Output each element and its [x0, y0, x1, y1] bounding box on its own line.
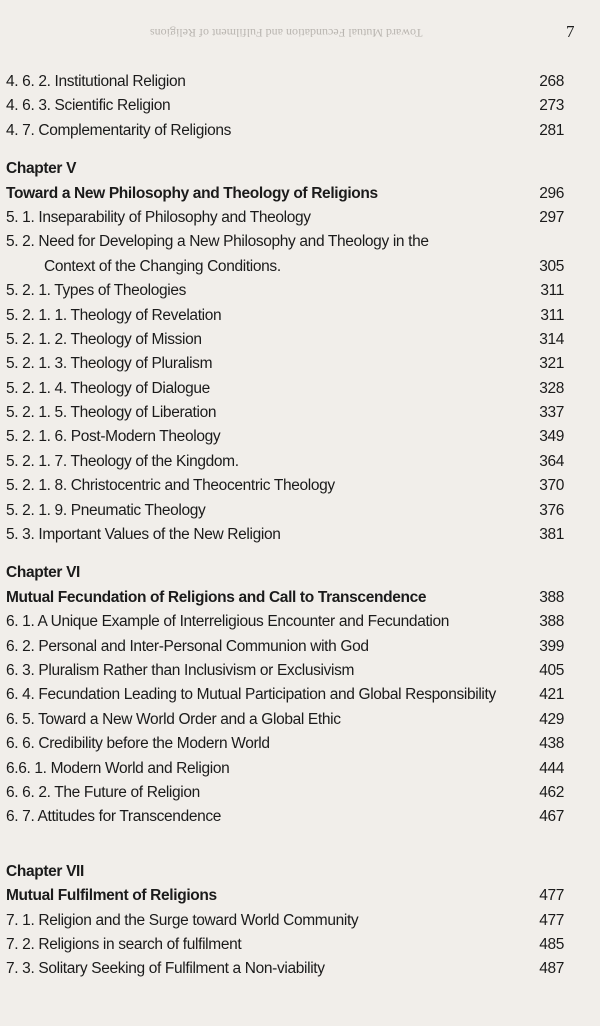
toc-entry-title: 6. 5. Toward a New World Order and a Global Ethic: [6, 710, 341, 728]
running-head: Toward Mutual Fecundation and Fulfilment of Religions: [150, 26, 423, 40]
toc-entry-title: 5. 1. Inseparability of Philosophy and Theology: [6, 208, 311, 226]
toc-entry-page: 311: [540, 282, 564, 300]
toc-entry-title: 5. 2. 1. 4. Theology of Dialogue: [6, 379, 210, 397]
toc-entry-page: 467: [539, 808, 564, 826]
toc-entry-title: 6. 2. Personal and Inter-Personal Communion with God: [6, 637, 369, 655]
toc-entry: [6, 805, 564, 829]
toc-entry: [6, 450, 564, 474]
toc-entry: [6, 230, 564, 254]
toc-entry-title: 7. 1. Religion and the Surge toward World Community: [6, 911, 359, 929]
toc-entry-title: 7. 3. Solitary Seeking of Fulfilment a Non-viability: [6, 960, 325, 978]
toc-entry-title: Chapter VII: [6, 862, 84, 880]
toc-entry: [6, 474, 564, 498]
toc-entry-title: 5. 2. 1. 5. Theology of Liberation: [6, 404, 217, 422]
toc-entry-title: 6. 7. Attitudes for Transcendence: [6, 808, 222, 826]
toc-entry-title: 5. 2. 1. 9. Pneumatic Theology: [6, 501, 206, 519]
toc-entry: [6, 659, 564, 683]
toc-entry-page: 281: [539, 121, 564, 139]
toc-entry: [6, 732, 564, 756]
toc-entry-title: Mutual Fulfilment of Religions: [6, 887, 217, 905]
toc-entry: [6, 328, 564, 352]
toc-entry-title: 6. 6. Credibility before the Modern World: [6, 735, 270, 753]
toc-entry-page: 462: [539, 783, 564, 801]
section-gap: [6, 143, 564, 157]
toc-entry-title: 6. 3. Pluralism Rather than Inclusivism or Exclusivism: [6, 661, 355, 679]
toc-heading: [6, 884, 564, 908]
toc-entry-title: 6.6. 1. Modern World and Religion: [6, 759, 230, 777]
toc-entry: [6, 304, 564, 328]
toc-heading: [6, 860, 564, 884]
toc-entry-page: 376: [539, 501, 564, 519]
toc-entry-title: 5. 2. 1. 6. Post-Modern Theology: [6, 428, 221, 446]
toc-entry-page: 296: [539, 184, 564, 202]
section-gap: [6, 830, 564, 860]
toc-entry: [6, 757, 564, 781]
toc-entry-title: Mutual Fecundation of Religions and Call to Transcendence: [6, 588, 427, 606]
table-of-contents: [6, 70, 564, 982]
toc-entry-page: 444: [539, 759, 564, 777]
toc-entry-title: 5. 2. 1. Types of Theologies: [6, 282, 187, 300]
toc-entry-page: 477: [539, 887, 564, 905]
toc-entry-title: 5. 2. Need for Developing a New Philosophy and Theology in the: [6, 233, 429, 251]
toc-entry: [6, 708, 564, 732]
toc-entry-page: 305: [539, 257, 564, 275]
toc-entry-title: 7. 2. Religions in search of fulfilment: [6, 935, 242, 953]
page-number: 7: [566, 22, 575, 41]
toc-heading: [6, 157, 564, 181]
toc-entry-title: 5. 2. 1. 2. Theology of Mission: [6, 330, 202, 348]
toc-entry: [6, 255, 564, 279]
toc-entry: [6, 352, 564, 376]
toc-entry-title: 5. 2. 1. 7. Theology of the Kingdom.: [6, 452, 239, 470]
toc-entry-page: 381: [539, 526, 564, 544]
toc-entry-page: 477: [539, 911, 564, 929]
toc-entry: [6, 610, 564, 634]
toc-entry: [6, 683, 564, 707]
toc-entry-title: 5. 2. 1. 8. Christocentric and Theocentric Theology: [6, 477, 335, 495]
toc-heading: [6, 586, 564, 610]
toc-entry: [6, 499, 564, 523]
toc-entry: [6, 70, 564, 94]
toc-entry-page: 273: [539, 97, 564, 115]
toc-entry-title: Toward a New Philosophy and Theology of Religions: [6, 184, 378, 202]
toc-entry-title: 4. 6. 3. Scientific Religion: [6, 97, 171, 115]
toc-entry-page: 429: [539, 710, 564, 728]
toc-entry-page: 438: [539, 735, 564, 753]
toc-entry: [6, 425, 564, 449]
toc-entry-title: 6. 1. A Unique Example of Interreligious Encounter and Fecundation: [6, 613, 450, 631]
toc-entry-page: 399: [539, 637, 564, 655]
toc-entry: [6, 635, 564, 659]
toc-entry-page: 328: [539, 379, 564, 397]
toc-heading: [6, 182, 564, 206]
toc-entry-title: 4. 6. 2. Institutional Religion: [6, 73, 186, 90]
toc-entry-page: 405: [539, 661, 564, 679]
toc-entry: [6, 119, 564, 143]
toc-entry: [6, 94, 564, 118]
toc-entry-page: 388: [539, 588, 564, 606]
toc-entry-page: 349: [539, 428, 564, 446]
toc-entry-page: 268: [539, 73, 564, 90]
toc-entry: [6, 279, 564, 303]
toc-entry: [6, 523, 564, 547]
section-gap: [6, 547, 564, 561]
toc-entry-title: 6. 4. Fecundation Leading to Mutual Participation and Global Responsibility: [6, 686, 496, 704]
toc-entry-page: 311: [540, 306, 564, 324]
toc-entry-title: 5. 2. 1. 1. Theology of Revelation: [6, 306, 222, 324]
toc-entry: [6, 909, 564, 933]
toc-entry-title: 5. 2. 1. 3. Theology of Pluralism: [6, 355, 213, 373]
toc-entry-title: 6. 6. 2. The Future of Religion: [6, 783, 200, 801]
toc-entry-page: 321: [539, 355, 564, 373]
toc-entry: [6, 957, 564, 981]
toc-entry: [6, 401, 564, 425]
toc-entry-title: 5. 3. Important Values of the New Religion: [6, 526, 281, 544]
toc-entry-title: Chapter V: [6, 160, 77, 178]
toc-entry-page: 337: [539, 404, 564, 422]
toc-entry-page: 421: [539, 686, 564, 704]
toc-entry-title: Context of the Changing Conditions.: [44, 257, 281, 275]
toc-entry-page: 364: [539, 452, 564, 470]
toc-entry: [6, 206, 564, 230]
toc-entry: [6, 933, 564, 957]
toc-entry-title: 4. 7. Complementarity of Religions: [6, 121, 232, 139]
toc-entry-page: 314: [539, 330, 564, 348]
toc-entry-page: 388: [539, 613, 564, 631]
toc-entry: [6, 781, 564, 805]
toc-entry-page: 485: [539, 935, 564, 953]
toc-entry-title: Chapter VI: [6, 564, 81, 582]
toc-entry-page: 370: [539, 477, 564, 495]
toc-entry: [6, 377, 564, 401]
toc-entry-page: 297: [539, 208, 564, 226]
toc-entry-page: 487: [539, 960, 564, 978]
toc-heading: [6, 561, 564, 585]
